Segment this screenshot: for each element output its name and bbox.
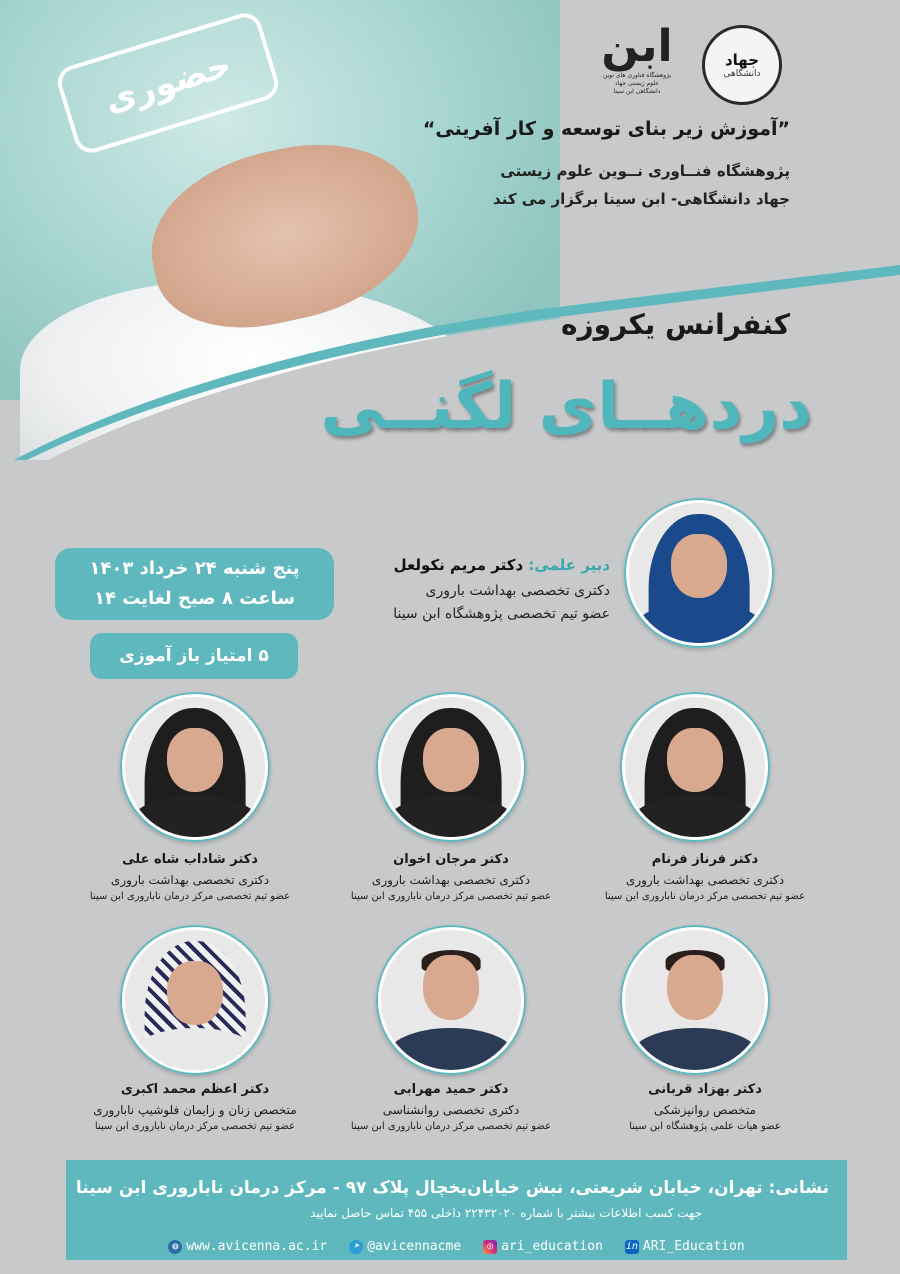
- credits-pill: [90, 633, 298, 679]
- logos: [602, 22, 782, 108]
- secretary-title-1: دکتری تخصصی بهداشت باروری: [425, 583, 610, 599]
- speaker-card: [590, 852, 820, 902]
- speaker-photo: [120, 692, 270, 842]
- speaker-name: دکتر بهزاد قربانی: [648, 1082, 762, 1097]
- date-time-pill: [55, 548, 334, 620]
- jahad-logo-subtitle: دانشگاهی: [723, 69, 761, 79]
- event-time: ساعت ۸ صبح لغایت ۱۴: [93, 588, 296, 609]
- speaker-title-2: عضو تیم تخصصی مرکز درمان ناباروری ابن سینا: [89, 891, 291, 902]
- social-links: [66, 1239, 847, 1254]
- telegram-icon: ➤: [349, 1240, 363, 1254]
- speaker-card: [70, 852, 310, 902]
- ari-logo-caption: پژوهشگاه فناوری های نوین علوم زیستی جهاد دانشگاهی ابن سینا: [602, 72, 672, 95]
- speaker-name: دکتر شاداب شاه علی: [122, 852, 258, 867]
- speaker-card: [590, 1082, 820, 1132]
- instagram-link[interactable]: ◎ ari_education: [483, 1239, 603, 1254]
- speaker-title-2: عضو تیم تخصصی مرکز درمان ناباروری ابن سینا: [350, 891, 552, 902]
- contact-info: جهت کسب اطلاعات بیشتر با شماره ۲۲۴۳۲۰۲۰ داخلی ۴۵۵ تماس حاصل نمایید: [310, 1206, 702, 1220]
- in-person-badge-text: حضوری: [99, 44, 237, 122]
- speaker-title-1: دکتری تخصصی بهداشت باروری: [371, 873, 531, 887]
- speaker-name: دکتر اعظم محمد اکبری: [120, 1082, 270, 1097]
- conference-title: دردهــای لگنــی: [320, 370, 812, 444]
- globe-icon: ◍: [168, 1240, 182, 1254]
- speaker-name: دکتر حمید مهرابی: [393, 1082, 509, 1097]
- speaker-title-2: عضو تیم تخصصی مرکز درمان ناباروری ابن سینا: [604, 891, 806, 902]
- speaker-title-1: متخصص زنان و زایمان فلوشیپ ناباروری: [93, 1103, 297, 1117]
- credits-text: ۵ امتیاز باز آموزی: [119, 646, 269, 666]
- speaker-photo: [376, 692, 526, 842]
- secretary-title-2: عضو تیم تخصصی پژوهشگاه ابن سینا: [393, 606, 610, 622]
- speaker-photo: [120, 925, 270, 1075]
- speaker-card: [336, 1082, 566, 1132]
- speaker-title-1: دکتری تخصصی بهداشت باروری: [110, 873, 270, 887]
- secretary-photo: [624, 498, 774, 648]
- speaker-title-2: عضو تیم تخصصی مرکز درمان ناباروری ابن سینا: [350, 1121, 552, 1132]
- speaker-name: دکتر مرجان اخوان: [393, 852, 509, 867]
- speaker-name: دکتر فرناز فرنام: [651, 852, 759, 867]
- speaker-photo: [376, 925, 526, 1075]
- speaker-title-2: عضو هیات علمی پژوهشگاه ابن سینا: [629, 1121, 781, 1132]
- conference-label: کنفرانس یکروزه: [561, 308, 790, 341]
- website-link[interactable]: ◍ www.avicenna.ac.ir: [168, 1239, 327, 1254]
- jahad-logo: [702, 25, 782, 105]
- linkedin-link[interactable]: in ARI_Education: [625, 1239, 745, 1254]
- ari-logo-mark: ابن: [601, 21, 673, 72]
- speaker-title-1: متخصص روانپزشکی: [654, 1103, 756, 1117]
- secretary-name: دکتر مریم نکولعل: [393, 556, 524, 574]
- speaker-photo: [620, 925, 770, 1075]
- organizer-line-1: پژوهشگاه فنــاوری نــوین علوم زیستی: [500, 162, 790, 180]
- jahad-logo-title: جهاد: [724, 51, 760, 69]
- ari-logo: [602, 22, 672, 108]
- secretary-info: [393, 556, 610, 622]
- telegram-link[interactable]: ➤ @avicennacme: [349, 1239, 461, 1254]
- speaker-card: [336, 852, 566, 902]
- speaker-title-2: عضو تیم تخصصی مرکز درمان ناباروری ابن سینا: [94, 1121, 296, 1132]
- speaker-title-1: دکتری تخصصی بهداشت باروری: [625, 873, 785, 887]
- organizer-line-2: جهاد دانشگاهی- ابن سینا برگزار می کند: [493, 190, 790, 208]
- footer: [66, 1160, 847, 1260]
- slogan: ”آموزش زیر بنای توسعه و کار آفرینی“: [422, 118, 790, 140]
- speaker-title-1: دکتری تخصصی روانشناسی: [382, 1103, 520, 1117]
- instagram-icon: ◎: [483, 1240, 497, 1254]
- linkedin-icon: in: [625, 1240, 638, 1252]
- address: نشانی: تهران، خیابان شریعتی، نبش خیابان‌یخچال پلاک ۹۷ - مرکز درمان ناباروری ابن سینا: [75, 1178, 829, 1198]
- speaker-card: [70, 1082, 320, 1132]
- secretary-role: دبیر علمی:: [528, 556, 610, 574]
- event-date: پنج شنبه ۲۴ خرداد ۱۴۰۳: [89, 558, 300, 579]
- speaker-photo: [620, 692, 770, 842]
